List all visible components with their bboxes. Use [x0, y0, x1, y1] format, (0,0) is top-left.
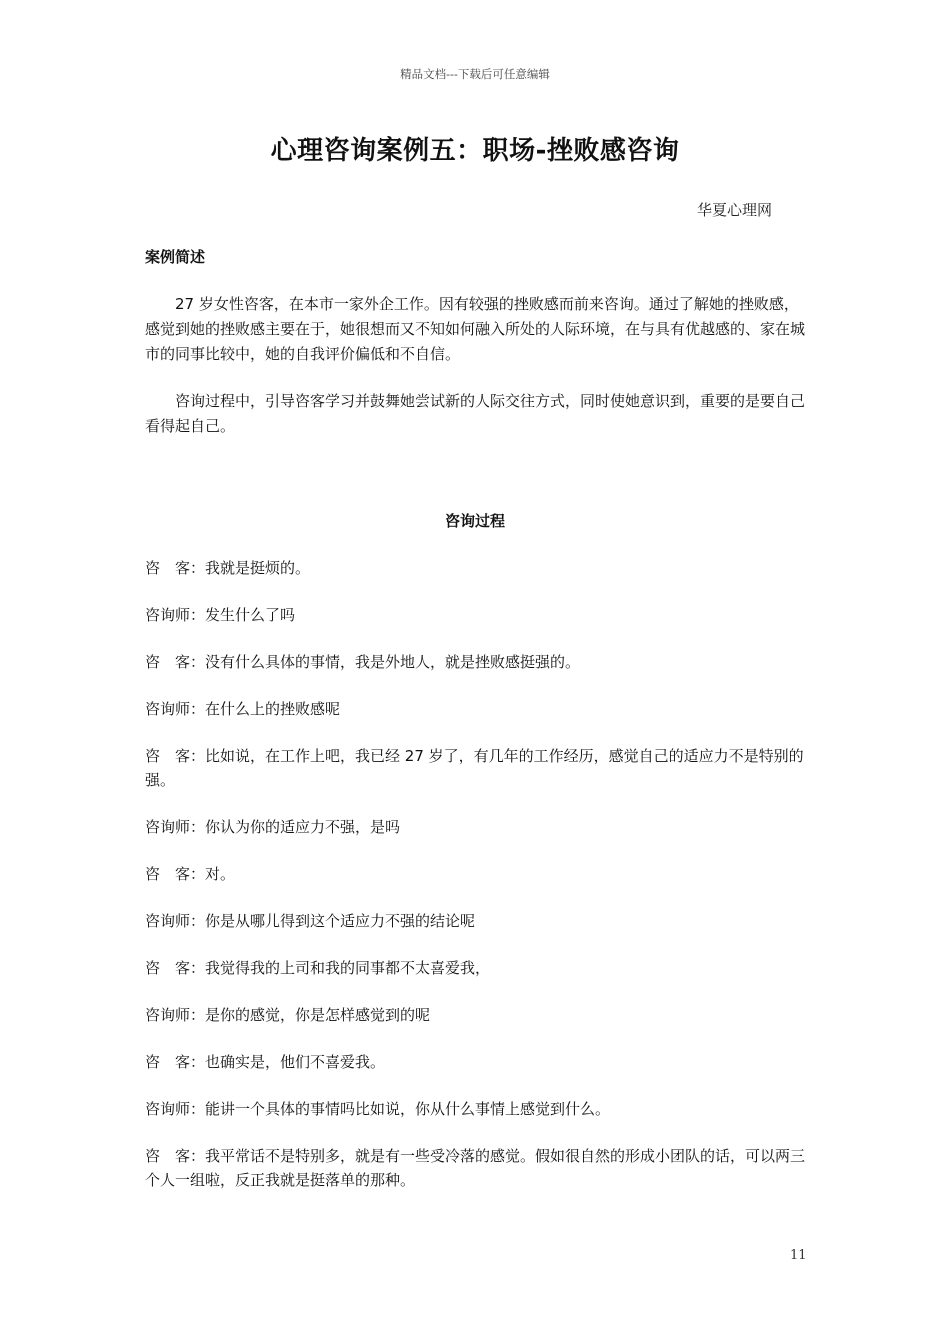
speaker-label: 咨 客： — [145, 1053, 206, 1071]
speech-text: 对。 — [205, 865, 236, 883]
speaker-label: 咨询师： — [145, 818, 206, 836]
dialogue-line — [145, 909, 808, 933]
speaker-label: 咨询师： — [145, 1100, 206, 1118]
speech-text: 我就是挺烦的。 — [205, 559, 311, 577]
speaker-label: 咨 客： — [145, 959, 206, 977]
speech-text: 你认为你的适应力不强，是吗 — [205, 818, 401, 836]
dialogue-line — [145, 1097, 808, 1121]
speech-text: 我平常话不是特别多，就是有一些受冷落的感觉。假如很自然的形成小团队的话，可以两三个人一组啦，反正我就是挺落单的那种。 — [145, 1147, 806, 1189]
dialogue-list — [145, 556, 808, 1215]
speaker-label: 咨询师： — [145, 606, 206, 624]
speech-text: 我觉得我的上司和我的同事都不太喜爱我， — [205, 959, 491, 977]
process-heading: 咨询过程 — [444, 512, 505, 530]
dialogue-line — [145, 956, 808, 980]
speaker-label: 咨询师： — [145, 1006, 206, 1024]
speech-text: 在什么上的挫败感呢 — [205, 700, 341, 718]
speaker-label: 咨 客： — [145, 559, 206, 577]
summary-heading: 案例简述 — [145, 248, 206, 266]
summary-paragraph: 咨询过程中，引导咨客学习并鼓舞她尝试新的人际交往方式，同时使她意识到，重要的是要自己看得起自己。 — [145, 392, 806, 435]
dialogue-line — [145, 1003, 808, 1027]
speech-text: 也确实是，他们不喜爱我。 — [205, 1053, 386, 1071]
dialogue-line — [145, 556, 808, 580]
speech-text: 是你的感觉，你是怎样感觉到的呢 — [205, 1006, 431, 1024]
speaker-label: 咨 客： — [145, 1147, 206, 1165]
dialogue-line — [145, 650, 808, 674]
speech-text: 没有什么具体的事情，我是外地人，就是挫败感挺强的。 — [205, 653, 581, 671]
page-number: 11 — [790, 1248, 807, 1263]
speech-text: 能讲一个具体的事情吗比如说，你从什么事情上感觉到什么。 — [205, 1100, 611, 1118]
dialogue-line — [145, 815, 808, 839]
dialogue-line — [145, 862, 808, 886]
speech-text: 你是从哪儿得到这个适应力不强的结论呢 — [205, 912, 476, 930]
speaker-label: 咨询师： — [145, 700, 206, 718]
speaker-label: 咨询师： — [145, 912, 206, 930]
dialogue-line — [145, 1050, 808, 1074]
speaker-label: 咨 客： — [145, 747, 206, 765]
speech-text: 发生什么了吗 — [205, 606, 296, 624]
speaker-label: 咨 客： — [145, 865, 206, 883]
header-note: 精品文档---下载后可任意编辑 — [400, 67, 550, 81]
source-attribution: 华夏心理网 — [697, 201, 773, 219]
speech-text: 比如说，在工作上吧，我已经 27 岁了，有几年的工作经历，感觉自己的适应力不是特别的强。 — [145, 747, 804, 789]
dialogue-line — [145, 744, 808, 792]
dialogue-line — [145, 603, 808, 627]
dialogue-line — [145, 1144, 808, 1192]
speaker-label: 咨 客： — [145, 653, 206, 671]
summary-paragraph: 27 岁女性咨客，在本市一家外企工作。因有较强的挫败感而前来咨询。通过了解她的挫败感，感觉到她的挫败感主要在于，她很想而又不知如何融入所处的人际环境，在与具有优越感的、家在城市的同事比较中，她的自我评价偏低和不自信。 — [145, 295, 806, 363]
page-title: 心理咨询案例五：职场-挫败感咨询 — [270, 136, 680, 166]
dialogue-line — [145, 697, 808, 721]
